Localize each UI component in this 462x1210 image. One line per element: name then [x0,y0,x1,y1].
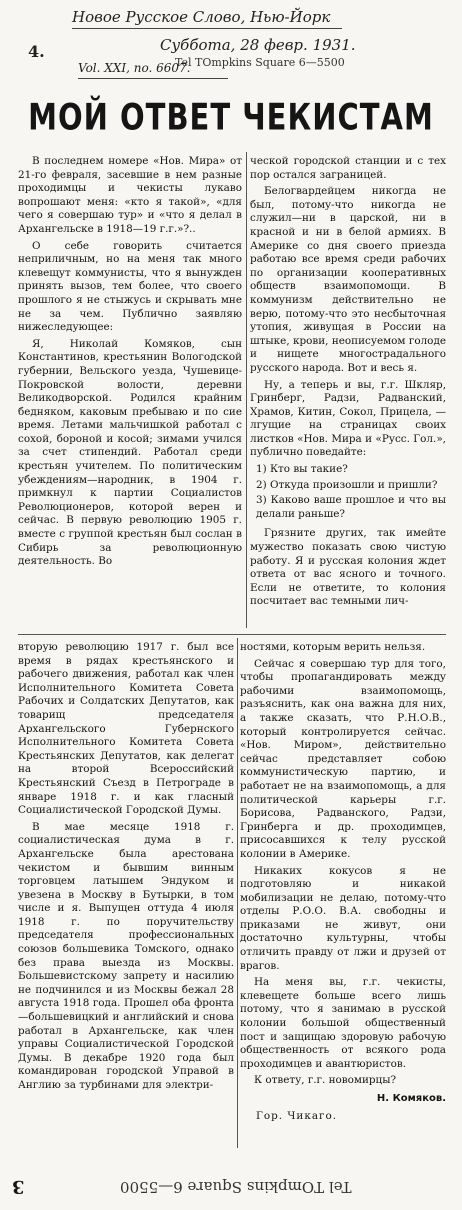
paragraph: На меня вы, г.г. чекисты, клевещете больше всего лишь потому, что я занимаю в русской колонии большой общественный пост и защищаю здоровую рабочую общественность от всякого рода проходимцев и авантюристов. [240,976,446,1070]
list-item: 2) Откуда произошли и пришли? [256,478,438,491]
paragraph: ностями, которым верить нельзя. [240,641,426,653]
paragraph: Сейчас я совершаю тур для того, чтобы пропагандировать между рабочими взаимопомощь, разъяснить, как она важна для них, а также сказать, что Р.Н.О.В., который контролируется сейчас. «Нов. Миром», действительно сейчас представляет собою коммунистическую партию, и работает не на взаимопомощь, а для политической карьеры г.г. Борисова, Радванского, Радзи, Гринберга и др. проходимцев, присосавшихся к телу русской колонии в Америке. [240,657,446,860]
paragraph: Грязните других, так имейте мужество показать свою чистую работу. Я и русская колония ждет ответа от вас ясного и точного. Если не ответите, то колония посчитает вас темными лич- [250,527,446,608]
paragraph: Я, Николай Комяков, сын Константинов, крестьянин Вологодской губернии, Вельского уезда, Чушевице-Покровской волости, деревни Великодворской. Родился крайним бедняком, каковым пребываю и по сие время. Летами мальчишкой работал с сохой, бороной и косой; зимами учился за счет стипендий. Работал среди крестьян учителем. По политическим убеждениям—народник, в 1904 г. примкнул к партии Социалистов Революционеров, которой верен и сейчас. В первую революцию 1905 г. вместе с группой крестьян был сослан в Сибирь за революционную деятельность. Во [18,337,242,568]
article-title: МОЙ ОТВЕТ ЧЕКИСТАМ [28,95,434,139]
question-list [256,463,446,521]
column-2 [250,155,446,612]
column-1 [18,155,242,572]
telephone-footer-upside-down: Tel TOmpkins Square 6—5500 [120,1178,352,1196]
telephone-header: Tel TOmpkins Square 6—5500 [175,56,345,69]
section-divider [18,634,446,635]
column-divider-2 [237,638,238,1148]
handwritten-source-note: Новое Русское Слово, Нью-Йорк [72,8,331,26]
handwritten-mark: 4. [28,42,45,61]
list-item: 3) Каково ваше прошлое и что вы делали раньше? [256,494,446,520]
city-line: Гор. Чикаго. [256,1109,338,1122]
paragraph: Ну, а теперь и вы, г.г. Шкляр, Гринберг, Радзи, Радванский, Храмов, Китин, Сокол, Прицела, —лгущие на страницах своих листков «Нов. Мира и «Русс. Гол.», публично поведайте: [250,378,446,459]
paragraph: К ответу, г.г. новомирцы? [254,1074,397,1087]
paragraph: В мае месяце 1918 г. социалистическая дума в г. Архангельске была арестована чекистом и бывшим винным торговцем латышем Эндуком и увезена в Москву в Бутырки, в том числе и я. Выпущен оттуда 4 июля 1918 г. по поручительству председателя профессиональных союзов большевика Томского, однако без права выезда из Москвы. Большевистскому запрету и насилию не подчинился и из Москвы бежал 28 августа 1918 года. Прошел оба фронта—большевицкий и английский и снова работал в Архангельске, как член управы Социалистической Городской Думы. В декабре 1920 года был командирован городской Управой в Англию за турбинами для электри- [18,820,234,1091]
column-3 [18,641,234,1096]
handwritten-volume-note: Vol. XXI, no. 6607. [78,61,191,75]
paragraph: ческой городской станции и с тех пор остался заграницей. [250,155,446,181]
paragraph: вторую революцию 1917 г. был все время в рядах крестьянского и рабочего движения, работал как член Исполнительного Комитета Совета Рабочих и Солдатских Депутатов, как товарищ председателя Архангельского Губернского Исполнительного Комитета Совета Крестьянских Депутатов, как делегат на второй Всероссийский Крестьянский Съезд в Петрограде в январе 1918 г. и как гласный Социалистической Городской Думы. [18,641,234,817]
page-mark: 3 [12,1176,25,1197]
paragraph: Никаких кокусов я не подготовляю и никакой мобилизации не делаю, потому-что отделы Р.О.О. В.А. свободны и приказами не живут, они достаточно культурны, чтобы отличить правду от лжи и друзей от врагов. [240,864,446,972]
handwritten-underline [72,28,342,29]
paragraph: В последнем номере «Нов. Мира» от 21-го февраля, засевшие в нем разные проходимцы и чекисты лукаво вопрошают меня: «кто я такой», «для чего я совершаю тур» и «что я делал в Архангельске в 1918—19 г.г.»?.. [18,155,242,235]
column-divider [246,152,247,628]
list-item: 1) Кто вы такие? [256,463,348,476]
paragraph: О себе говорить считается неприличным, но на меня так много клевещут коммунисты, что я вынужден принять вызов, тем более, что своего прошлого я не стыжусь и скрывать мне не за чем. Публично заявляю нижеследующее: [18,239,242,334]
column-4 [240,641,446,1123]
handwritten-underline-2 [78,78,228,79]
author-signature: Н. Комяков. [376,1093,446,1104]
handwritten-date-note: Суббота, 28 февр. 1931. [160,36,356,54]
paragraph: Белогвардейцем никогда не был, потому-что никогда не служил—ни в царской, ни в красной и ни в белой армиях. В Америке со дня своего приезда работаю все время среди рабочих по организации кооперативных обществ взаимопомощи. В коммунизм действительно не верю, потому-что это несбыточная утопия, живущая в России на штыке, крови, неописуемом голоде и нищете многострадального русского народа. Вот и весь я. [250,185,446,374]
